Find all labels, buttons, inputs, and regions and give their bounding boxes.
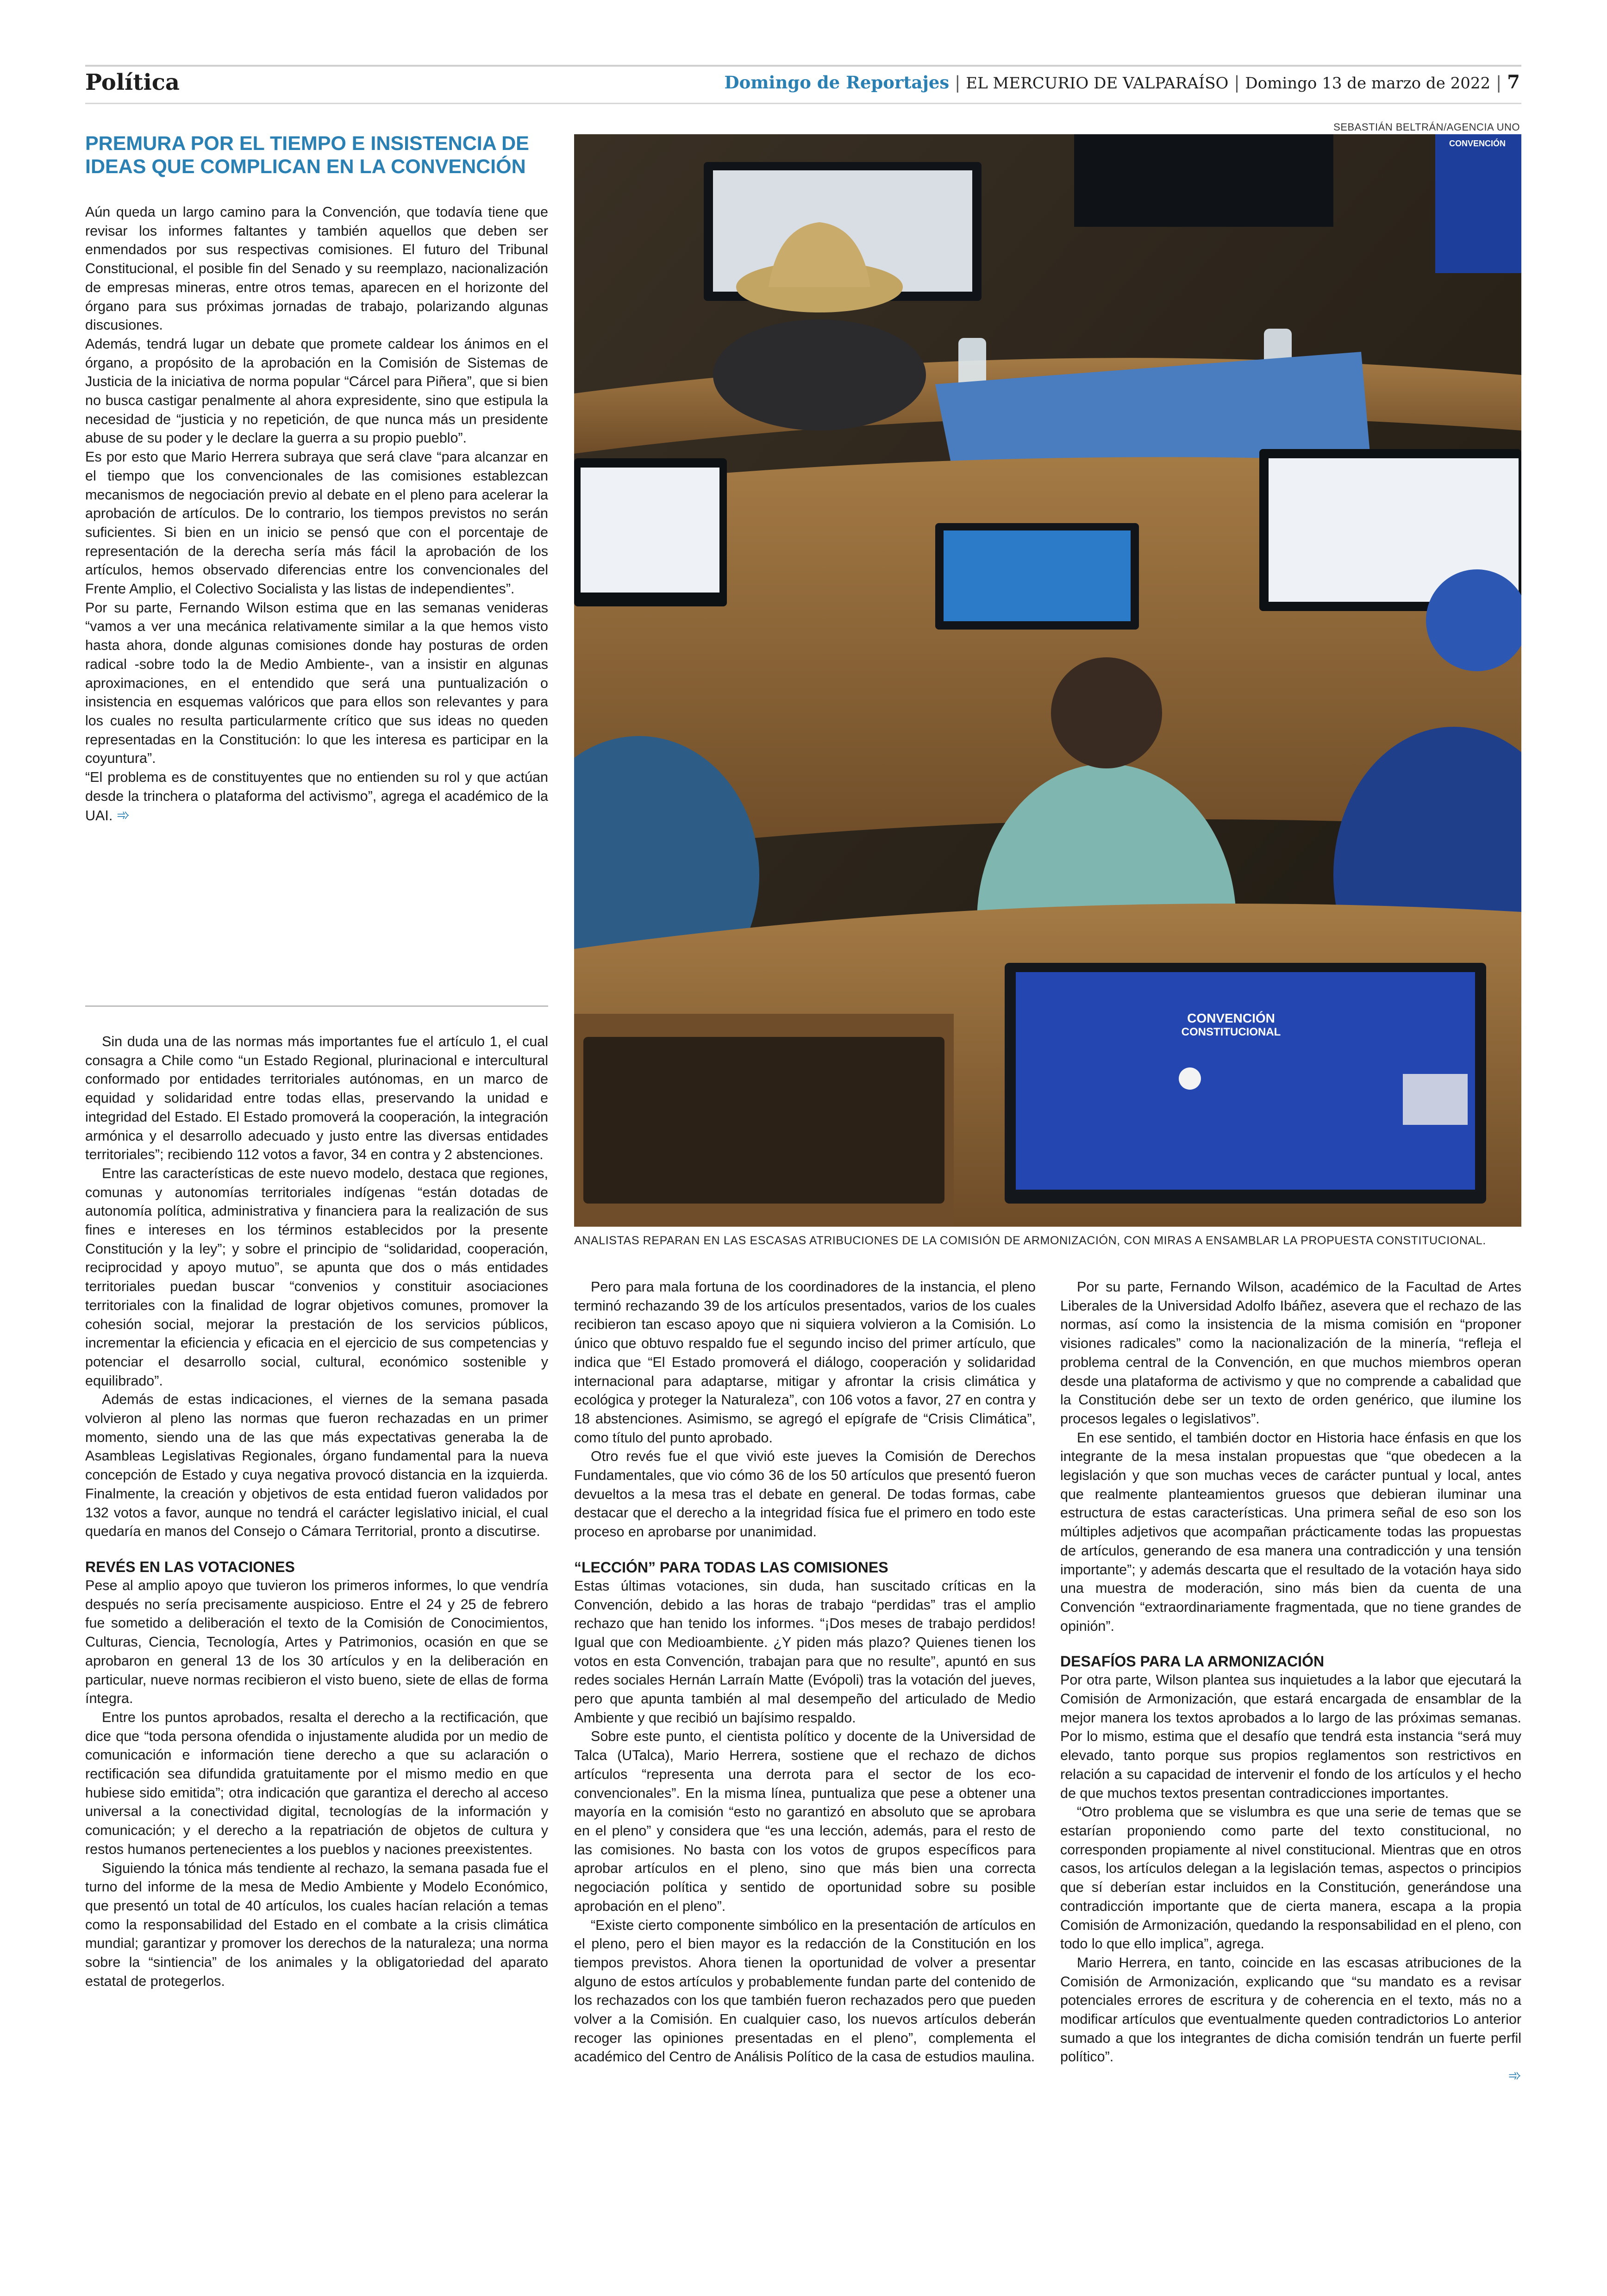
header-bottom-rule <box>85 103 1521 104</box>
article-paragraph: Otro revés fue el que vivió este jueves la Comisión de Derechos Fundamentales, que vio cómo 36 de los 50 artículos que presentó fueron devueltos a la mesa tras el debate en general. De todas formas, cabe destacar que el derecho a la integridad física fue el primero en todo este proceso en aprobarse por unanimidad. <box>574 1448 1036 1540</box>
screen-title <box>1113 1011 1349 1039</box>
masthead <box>725 71 1520 95</box>
article-paragraph: Mario Herrera, en tanto, coincide en las escasas atribuciones de la Comisión de Armonización, explicando que “su mandato es a revisar potenciales errores de escritura y de coherencia en el texto, más no a modificar artículos que eventualmente queden contradictorios Lo anterior sumado a que los integrantes de dicha comisión tendrán un fuerte perfil político”. <box>1060 1954 1521 2065</box>
sidebar-paragraph: Aún queda un largo camino para la Convención, que todavía tiene que revisar los informes faltantes y también aquellos que deben ser enmendados por sus respectivas comisiones. El futuro del Tribunal Constitucional, el posible fin del Senado y su reemplazo, nacionalización de empresas mineras, entre otros temas, aparecen en el horizonte del órgano para sus próximas jornadas de trabajo, polarizando algunas discusiones. <box>85 204 548 333</box>
article-paragraph: “Otro problema que se vislumbra es que una serie de temas que se estarían proponiendo como parte del texto constitucional, no corresponden propiamente al nivel constitucional. Mientras que en otros casos, los artículos delegan a la legislación temas, aspectos o principios que sí deberían estar incluidos en la Constitución, generándose una contradicción importante que de cierta manera, escapa a la propia Comisión de Armonización, quedando la responsabilidad en el pleno, con todo lo que ello implica”, agrega. <box>1060 1804 1521 1952</box>
convention-hall-illustration <box>574 134 1521 1227</box>
sidebar-headline-line2: IDEAS QUE COMPLICAN EN LA CONVENCIÓN <box>85 156 526 178</box>
corner-logo-text: CONVENCIÓN <box>1449 139 1506 148</box>
sidebar-headline-line1: PREMURA POR EL TIEMPO E INSISTENCIA DE <box>85 132 529 155</box>
newspaper-name: EL MERCURIO DE VALPARAÍSO <box>966 74 1229 93</box>
article-paragraph: Estas últimas votaciones, sin duda, han suscitado críticas en la Convención, debido a las horas de trabajo “perdidas” tras el amplio rechazo que han tenido los informes. “¡Dos meses de trabajo perdidos! Igual que con Medioambiente. ¿Y piden más plazo? Quienes tienen los votos en esta Convención, trabajan para que no resulte”, apuntó en sus redes sociales Hernán Larraín Matte (Evópoli) tras la votación del jueves, pero que apunta también al mal desempeño del articulado de Medio Ambiente y que recibió un bajísimo respaldo. <box>574 1578 1036 1726</box>
article-paragraph: Por otra parte, Wilson plantea sus inquietudes a la labor que ejecutará la Comisión de Armonización, que estará encargada de ensamblar de la mejor manera los textos aprobados a lo largo de las próximas semanas. Por lo mismo, estima que el desafío que tendrá esta instancia “será muy elevado, tanto porque sus propios reglamentos son restrictivos en relación a su capacidad de intervenir el fondo de los artículos y el hecho de que muchos textos presentan contradicciones importantes. <box>1060 1672 1521 1801</box>
continue-arrow-icon: ➾ <box>116 805 130 824</box>
photo-credit: SEBASTIÁN BELTRÁN/AGENCIA UNO <box>1333 121 1520 133</box>
article-paragraph: Por su parte, Fernando Wilson, académico de la Facultad de Artes Liberales de la Universidad Adolfo Ibáñez, asevera que el rechazo de las normas, así como la insistencia de la misma comisión en “proponer visiones radicales” como la nacionalización de la minería, “refleja el problema central de la Convención, en que muchos miembros operan desde una plataforma de activismo y que no comprende a cabalidad que la Constitución debe ser un texto de orden genérico, que ilumine los procesos legales o legislativos”. <box>1060 1279 1521 1427</box>
article-paragraph: Sin duda una de las normas más importantes fue el artículo 1, el cual consagra a Chile como “un Estado Regional, plurinacional e intercultural conformado por entidades territoriales autónomas, en un marco de equidad y solidaridad entre todas ellas, preservando la unidad e integridad del Estado. El Estado promoverá la cooperación, la integración armónica y el desarrollo adecuado y justo entre las diversas entidades territoriales”; recibiendo 112 votos a favor, 34 en contra y 2 abstenciones. <box>85 1034 548 1163</box>
end-mark <box>1060 2066 1521 2086</box>
end-arrow-icon: ➾ <box>1508 2066 1521 2085</box>
article-paragraph: Entre los puntos aprobados, resalta el derecho a la rectificación, que dice que “toda persona ofendida o injustamente aludida por un medio de comunicación e información tiene derecho a que su aclaración o rectificación sea difundida gratuitamente por el mismo medio en que hubiese sido emitida”; otra indicación que garantiza el derecho al acceso universal a la conectividad digital, tecnologías de la información y comunicación; y el derecho a la repatriación de objetos de cultura y restos humanos pertenecientes a los pueblos y naciones preexistentes. <box>85 1709 548 1857</box>
article-paragraph: Además de estas indicaciones, el viernes de la semana pasada volvieron al pleno las normas que fueron rechazadas en un primer momento, siendo una de las que más expectativas generaba la de Asambleas Legislativas Regionales, órgano fundamental para la nueva concepción de Estado y cuya negativa provocó distancia en la izquierda. Finalmente, la creación y objetivos de esta entidad fueron validados por 132 votos a favor, aunque no tendrá el carácter legislativo inicial, el cual quedaría en manos del Consejo o Cámara Territorial, pronto a discutirse. <box>85 1391 548 1540</box>
subheading: REVÉS EN LAS VOTACIONES <box>85 1558 295 1575</box>
sidebar-paragraph: “El problema es de constituyentes que no entienden su rol y que actúan desde la trinchera o plataforma del activismo”, agrega el académico de la UAI. ➾ <box>85 769 548 824</box>
subheading: “LECCIÓN” PARA TODAS LAS COMISIONES <box>574 1559 888 1576</box>
section-title: Política <box>85 69 180 95</box>
photo-caption: ANALISTAS REPARAN EN LAS ESCASAS ATRIBUCIONES DE LA COMISIÓN DE ARMONIZACIÓN, CON MIRAS A ENSAMBLAR LA PROPUESTA CONSTITUCIONAL. <box>574 1234 1486 1247</box>
subheading: DESAFÍOS PARA LA ARMONIZACIÓN <box>1060 1653 1325 1670</box>
article-paragraph: Entre las características de este nuevo modelo, destaca que regiones, comunas y autonomías territoriales indígenas “están dotadas de autonomía política, administrativa y financiera para la realización de sus fines e intereses en los términos establecidos por la presente Constitución y la ley”; y sobre el principio de “solidaridad, cooperación, reciprocidad y apoyo mutuo”, se apunta que dos o más entidades territoriales puedan buscar “convenios y constituir asociaciones territoriales con la finalidad de lograr objetivos comunes, promover la cohesión social, mejorar la prestación de los servicios públicos, incrementar la eficiencia y eficacia en el ejercicio de sus competencias y potenciar el desarrollo social, cultural, económico sostenible y equilibrado”. <box>85 1165 548 1389</box>
article-paragraph: Siguiendo la tónica más tendiente al rechazo, la semana pasada fue el turno del informe de la mesa de Medio Ambiente y Modelo Económico, que presentó un total de 40 artículos, los cuales hacían relación a temas como la responsabilidad del Estado en el combate a la crisis climática mundial; garantizar y promover los derechos de la naturaleza; una norma sobre la “sintiencia” de los animales y la obligatoriedad del aparato estatal de protegerlos. <box>85 1860 548 1989</box>
sidebar-headline <box>85 132 548 178</box>
separator: | <box>1234 73 1240 93</box>
main-photo <box>574 134 1521 1227</box>
page-number: 7 <box>1507 71 1520 93</box>
sidebar-body <box>85 203 548 825</box>
article-column-2 <box>574 1278 1036 2066</box>
sidebar-paragraph: Es por esto que Mario Herrera subraya que será clave “para alcanzar en el tiempo que los convencionales de las comisiones establezcan mecanismos de negociación previo al debate en el pleno para acelerar la aprobación de artículos. De lo contrario, los tiempos previstos no serán suficientes. Si bien en un inicio se pensó que con el porcentaje de representación de la derecha sería más fácil la aprobación de los artículos, hemos observado diferencias entre los convencionales del Frente Amplio, el Colectivo Socialista y las listas de independientes”. <box>85 449 548 597</box>
sidebar-divider <box>85 1005 548 1007</box>
header-top-rule <box>85 65 1521 67</box>
screen-title-line1: CONVENCIÓN <box>1187 1011 1275 1025</box>
screen-title-line2: CONSTITUCIONAL <box>1181 1026 1281 1038</box>
article-paragraph: Pese al amplio apoyo que tuvieron los primeros informes, lo que vendría después no sería precisamente auspicioso. Entre el 24 y 25 de febrero fue sometido a deliberación el texto de la Comisión de Conocimientos, Culturas, Ciencia, Tecnología, Artes y Patrimonios, ocasión en que se aprobaron en general 13 de los 30 artículos y en la deliberación en particular, nueve normas recibieron el visto bueno, siete de ellas de forma íntegra. <box>85 1577 548 1707</box>
article-paragraph: Pero para mala fortuna de los coordinadores de la instancia, el pleno terminó rechazando 39 de los artículos presentados, varios de los cuales recibieron tan escaso apoyo que ni siquiera volvieron a la Comisión. Lo único que obtuvo respaldo fue el segundo inciso del primer artículo, que indica que “El Estado promoverá el diálogo, cooperación y solidaridad internacional para adaptarse, mitigar y afrontar la crisis climática y ecológica y proteger la Naturaleza”, con 106 votos a favor, 27 en contra y 18 abstenciones. Asimismo, se agregó el epígrafe de “Crisis Climática”, como título del punto aprobado. <box>574 1279 1036 1446</box>
article-column-1 <box>85 1032 548 1990</box>
article-column-3 <box>1060 1278 1521 2086</box>
article-paragraph: “Existe cierto componente simbólico en la presentación de artículos en el pleno, pero el bien mayor es la redacción de la Constitución en los tiempos previstos. Ahora tienen la oportunidad de volver a presentar alguno de estos artículos y probablemente fundan parte del contenido de los rechazados con los que también fueron rechazados pero que pueden volver a la Comisión. En cualquier caso, los nuevos artículos deberán recoger las opiniones presentadas en el pleno”, complementa el académico del Centro de Análisis Político de la casa de estudios maulina. <box>574 1917 1036 2065</box>
article-paragraph: En ese sentido, el también doctor en Historia hace énfasis en que los integrante de la mesa instalan propuestas que “que obedecen a la legislación y que son muchas veces de carácter puntual y local, antes que realmente planteamientos gruesos que debieran iluminar una estructura de estas características. Una primera señal de eso son los múltiples adjetivos que acompañan prácticamente todas las propuestas de artículos, generando de esa manera una contradicción y una tensión importante”; y además descarta que el resultado de la votación haya sido una muestra de moderación, sino más bien da cuenta de una Convención “extraordinariamente fragmentada, que no tiene grandes de opinión”. <box>1060 1429 1521 1634</box>
article-paragraph: Sobre este punto, el cientista político y docente de la Universidad de Talca (UTalca), Mario Herrera, sostiene que el rechazo de dichos artículos “representa una derrota para el sector de los eco-convencionales”. En la misma línea, puntualiza que pese a obtener una mayoría en la comisión “esto no garantizó en absoluto que se aprobara en el pleno” y considera que “es una lección, además, para el resto de las comisiones. No basta con los votos de grupos específicos para aprobar artículos en el pleno, sino que más bien una correcta negociación política y sentido de oportunidad sobre su posible aprobación en el pleno”. <box>574 1728 1036 1914</box>
separator: | <box>955 73 961 93</box>
issue-date: Domingo 13 de marzo de 2022 <box>1245 74 1491 93</box>
separator: | <box>1495 73 1502 93</box>
sidebar-paragraph: Además, tendrá lugar un debate que promete caldear los ánimos en el órgano, a propósito de la aprobación en la Comisión de Sistemas de Justicia de la iniciativa de norma popular “Cárcel para Piñera”, que si bien no busca castigar penalmente al ahora expresidente, sino que estipula la necesidad de “justicia y no repetición, de que nunca más un presidente abuse de su poder y le declare la guerra a su propio pueblo”. <box>85 336 548 446</box>
sidebar-paragraph: Por su parte, Fernando Wilson estima que en las semanas venideras “vamos a ver una mecánica relativamente similar a la que hemos visto hasta ahora, donde algunas comisiones donde hay posturas de orden radical -sobre todo la de Medio Ambiente-, van a insistir en algunas aproximaciones, en el entendido que será una puntualización o insistencia en esquemas valóricos que para ellos son relevantes y para los cuales no resulta particularmente crítico que sus ideas no queden representadas en la Constitución: lo que les interesa es participar en la coyuntura”. <box>85 599 548 767</box>
supplement-name: Domingo de Reportajes <box>724 72 950 93</box>
